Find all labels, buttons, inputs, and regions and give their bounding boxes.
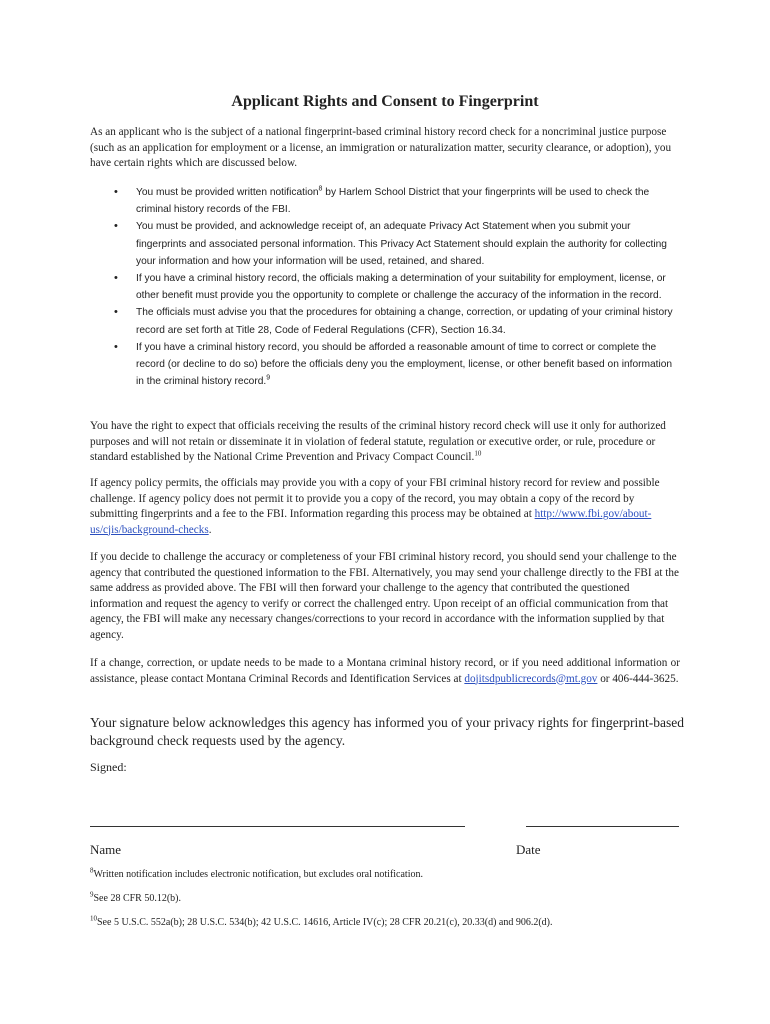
footnote-ref-9: 9 xyxy=(266,374,271,382)
rights-list-item: • If you have a criminal history record, the officials making a determination of your suitability for employment, license, or other benefit must provide you the opportunity to complete or challenge the accuracy of the information in the record. xyxy=(90,270,680,304)
copy-paragraph: If agency policy permits, the officials may provide you with a copy of your FBI criminal history record for review and possible challenge. If agency policy does not permit it to provide you a copy of the record, you may obtain a copy of the record by submitting fingerprints and a fee to the FBI. Information regarding this process may be obtained at http://www.fbi.gov/about-us/cjis/background-checks. xyxy=(90,477,660,536)
challenge-paragraph: If you decide to challenge the accuracy or completeness of your FBI criminal history record, you should send your challenge to the agency that contributed the questioned information to the FBI. Alternatively, you may send your challenge directly to the FBI at the same address as provided above. The FBI will then forward your challenge to the agency that contributed the questioned information and request the agency to verify or correct the challenged entry. Upon receipt of an official communication from that agency, the FBI will make any necessary changes/corrections to your record in accordance with the information supplied by that agency. xyxy=(90,551,679,641)
rights-list-item: • The officials must advise you that the procedures for obtaining a change, correction, or updating of your criminal history record are set forth at Title 28, Code of Federal Regulations (CFR), Section 16.34. xyxy=(90,304,680,338)
footnote-ref-10: 10 xyxy=(474,449,482,458)
document-title: Applicant Rights and Consent to Fingerprint xyxy=(231,93,539,110)
montana-paragraph: If a change, correction, or update needs to be made to a Montana criminal history record, or if you need additional information or assistance, please contact Montana Criminal Records and Identification Services at dojitsdpublicrecords@mt.gov or 406-444-3625. xyxy=(90,657,680,685)
rights-list-item: • If you have a criminal history record, you should be afforded a reasonable amount of time to correct or complete the record (or decline to do so) before the officials deny you the employment, license, or other benefit based on information in the criminal history record.$^9$ xyxy=(90,339,680,391)
rights-list-item: • You must be provided written notification$^8$ by Harlem School District that your fingerprints will be used to check the criminal history records of the FBI. xyxy=(90,184,680,218)
montana-records-email-link[interactable]: dojitsdpublicrecords@mt.gov xyxy=(464,672,598,685)
rights-list-item: • You must be provided, and acknowledge receipt of, an adequate Privacy Act Statement when you submit your fingerprints and associated personal information. This Privacy Act Statement should explain the authority for collecting your information and how your information will be used, retained, and shared. xyxy=(90,218,680,270)
signed-label: Signed: xyxy=(90,760,127,774)
footnote-9: $^9$See 28 CFR 50.12(b). xyxy=(90,890,181,904)
footnote-10: $^{10}$See 5 U.S.C. 552a(b); 28 U.S.C. 534(b); 42 U.S.C. 14616, Article IV(c); 28 CFR 20.21(c), 20.33(d) and 906.2(d). xyxy=(90,914,553,928)
acknowledgement-statement: Your signature below acknowledges this agency has informed you of your privacy rights for fingerprint-based background check requests used by the agency. xyxy=(90,715,684,748)
name-signature-line[interactable] xyxy=(90,826,465,827)
intro-paragraph: As an applicant who is the subject of a national fingerprint-based criminal history record check for a noncriminal justice purpose (such as an application for employment or a license, an immigration or naturalization matter, security clearance, or adoption), you have certain rights which are discussed below. xyxy=(90,126,672,169)
name-label: Name xyxy=(90,842,122,857)
footnote-ref-8: 8 xyxy=(318,185,323,193)
rights-list xyxy=(90,184,680,390)
rights-paragraph: You have the right to expect that officials receiving the results of the criminal history record check will use it only for authorized purposes and will not retain or disseminate it in violation of federal statute, regulation or executive order, or rule, procedure or standard established by the National Crime Prevention and Privacy Compact Council.$^{10}$ xyxy=(90,420,666,463)
fbi-background-checks-link[interactable]: http://www.fbi.gov/about-us/cjis/background-checks xyxy=(90,508,652,536)
date-label: Date xyxy=(516,842,541,857)
footnote-8: $^8$Written notification includes electronic notification, but excludes oral notification. xyxy=(90,866,423,880)
date-signature-line[interactable] xyxy=(526,826,679,827)
